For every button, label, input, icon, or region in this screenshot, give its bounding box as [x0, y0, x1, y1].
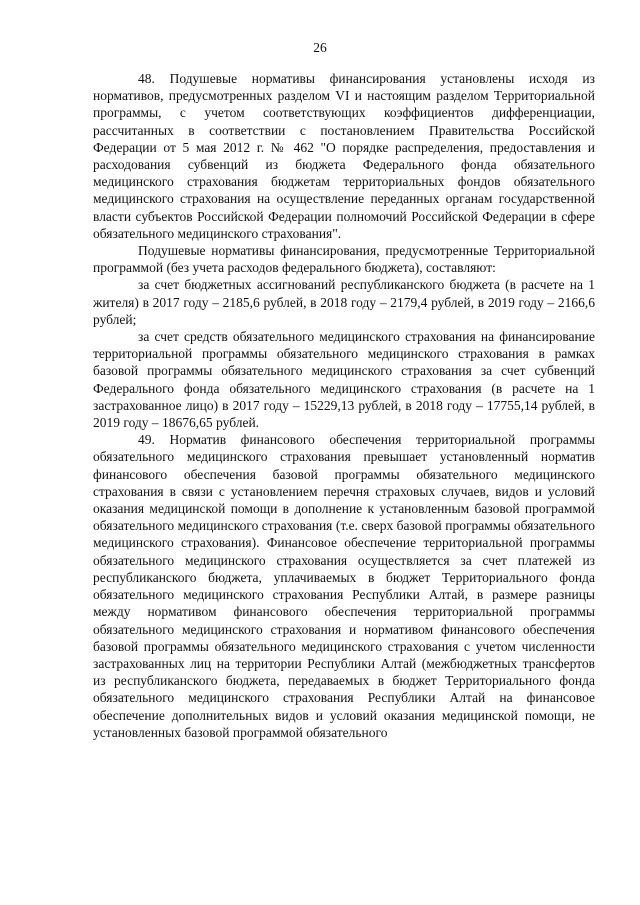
- document-body: [93, 70, 595, 741]
- paragraph-49: 49. Норматив финансового обеспечения территориальной программы обязательного медицинского страхования превышает установленный норматив финансового обеспечения базовой программы обязательного медицинского страхования в связи с установлением перечня страховых случаев, видов и условий оказания медицинской помощи в дополнение к установленным базовой программой обязательного медицинского страхования (т.е. сверх базовой программы обязательного медицинского страхования). Финансовое обеспечение территориальной программы обязательного медицинского страхования осуществляется за счет платежей из республиканского бюджета, уплачиваемых в бюджет Территориального фонда обязательного медицинского страхования Республики Алтай, в размере разницы между нормативом финансового обеспечения территориальной программы обязательного медицинского страхования и нормативом финансового обеспечения базовой программы обязательного медицинского страхования с учетом численности застрахованных лиц на территории Республики Алтай (межбюджетных трансфертов из республиканского бюджета, передаваемых в бюджет Территориального фонда обязательного медицинского страхования Республики Алтай на финансовое обеспечение дополнительных видов и условий оказания медицинской помощи, не установленных базовой программой обязательного: [93, 432, 595, 740]
- paragraph-per-capita-intro: Подушевые нормативы финансирования, предусмотренные Территориальной программой (без учета расходов федерального бюджета), составляют:: [93, 243, 595, 276]
- paragraph-48: 48. Подушевые нормативы финансирования установлены исходя из нормативов, предусмотренных разделом VI и настоящим разделом Территориальной программы, с учетом соответствующих коэффициентов дифференциации, рассчитанных в соответствии с постановлением Правительства Российской Федерации от 5 мая 2012 г. № 462 "О порядке распределения, предоставления и расходования субвенций из бюджета Федерального фонда обязательного медицинского страхования бюджетам территориальных фондов обязательного медицинского страхования на осуществление переданных органам государственной власти субъектов Российской Федерации полномочий Российской Федерации в сфере обязательного медицинского страхования".: [93, 71, 595, 241]
- paragraph-oms-funds: за счет средств обязательного медицинского страхования на финансирование территориальной программы обязательного медицинского страхования в рамках базовой программы обязательного медицинского страхования за счет субвенций Федерального фонда обязательного медицинского страхования (в расчете на 1 застрахованное лицо) в 2017 году – 15229,13 рублей, в 2018 году – 17755,14 рублей, в 2019 году – 18676,65 рублей.: [93, 329, 595, 431]
- page-number: 26: [313, 40, 327, 55]
- paragraph-budget-allocations: за счет бюджетных ассигнований республиканского бюджета (в расчете на 1 жителя) в 2017 году – 2185,6 рублей, в 2018 году – 2179,4 рублей, в 2019 году – 2166,6 рублей;: [93, 277, 595, 327]
